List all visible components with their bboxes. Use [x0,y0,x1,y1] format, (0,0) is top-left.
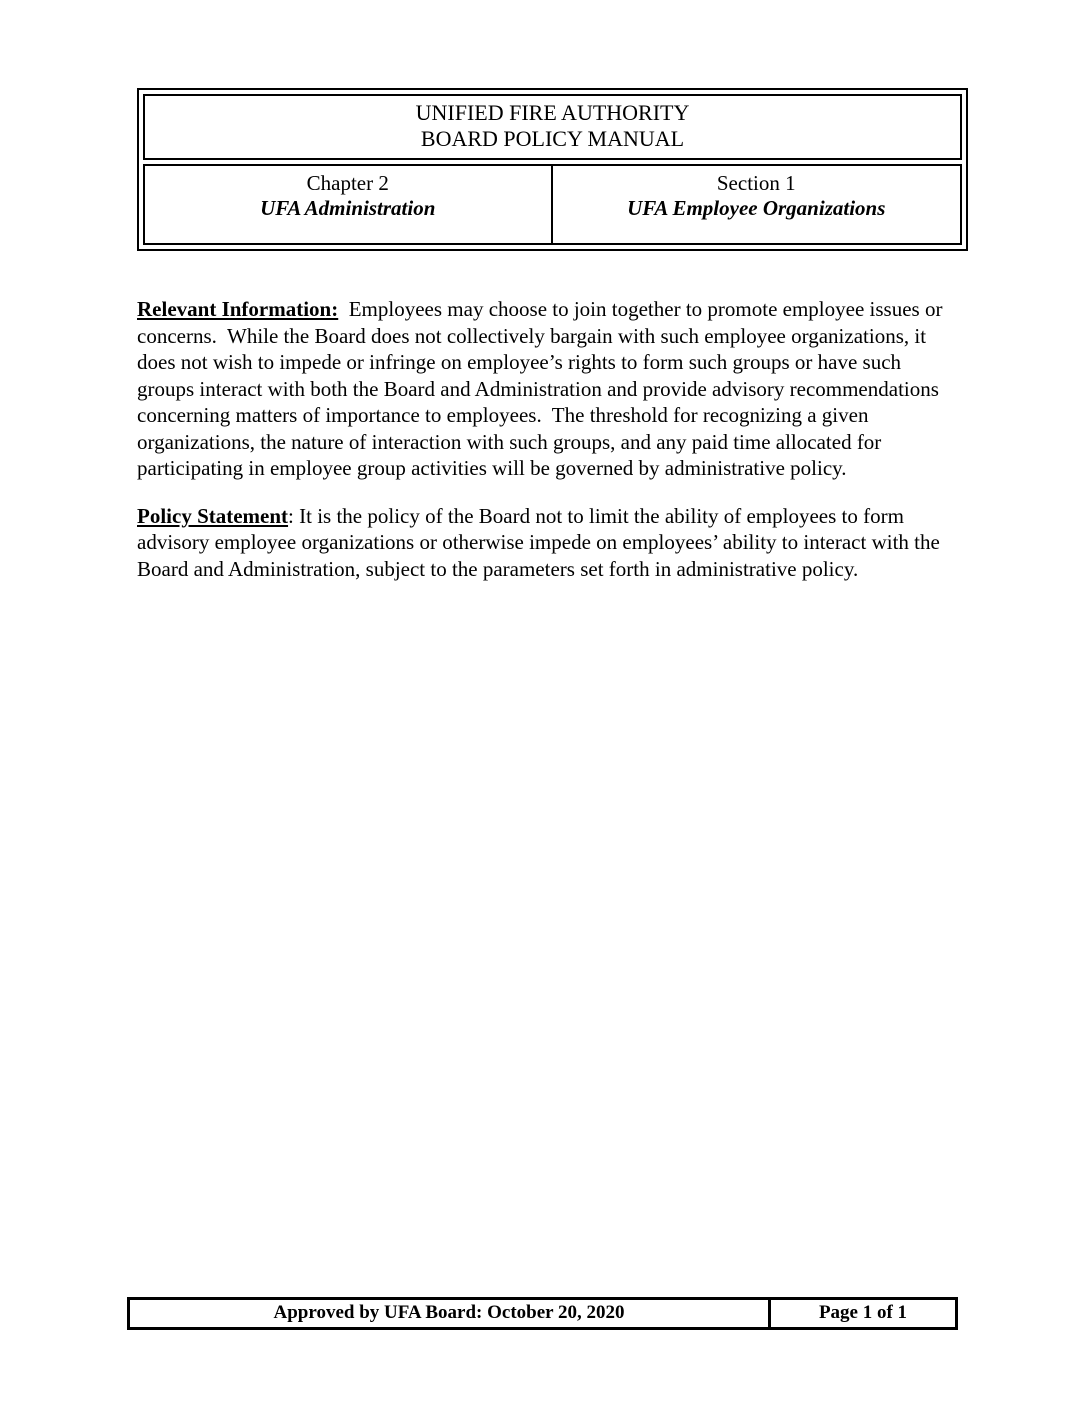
paragraph-policy-statement [137,503,949,583]
policy-statement-text: : It is the policy of the Board not to limit the ability of employees to form advisory employee organizations or otherwise impede on employees’ ability to interact with the Board and Administration, subject to the parameters set forth in administrative policy. [137,503,951,581]
document-title-line1: UNIFIED FIRE AUTHORITY [415,100,690,125]
page-number: Page 1 of 1 [818,1302,908,1323]
chapter-label: Chapter 2 [306,171,389,195]
section-label: Section 1 [716,171,796,195]
document-title-box [143,94,962,160]
relevant-information-heading: Relevant Information: [137,297,339,321]
relevant-information-text: Employees may choose to join together to promote employee issues or concerns. While the Board does not collectively bargain with such employee organizations, it does not wish to impede or infringe on employee’s rights to form such groups or have such groups interact with both the Board and Administration and provide advisory recommendations concerning matters of importance to employees. The threshold for recognizing a given organizations, the nature of interaction with such groups, and any paid time allocated for participating in employee group activities will be governed by administrative policy. [137,297,953,480]
document-body [137,296,953,603]
chapter-section-row [143,164,962,245]
chapter-cell [145,166,553,243]
document-title-line2: BOARD POLICY MANUAL [420,126,685,151]
paragraph-relevant-information [137,296,953,482]
section-cell [553,166,961,243]
header-table [137,88,968,251]
chapter-name: UFA Administration [260,196,436,220]
section-name: UFA Employee Organizations [627,196,886,220]
footer-table [127,1297,958,1330]
policy-statement-heading: Policy Statement [137,503,289,528]
approval-text: Approved by UFA Board: October 20, 2020 [130,1300,771,1327]
